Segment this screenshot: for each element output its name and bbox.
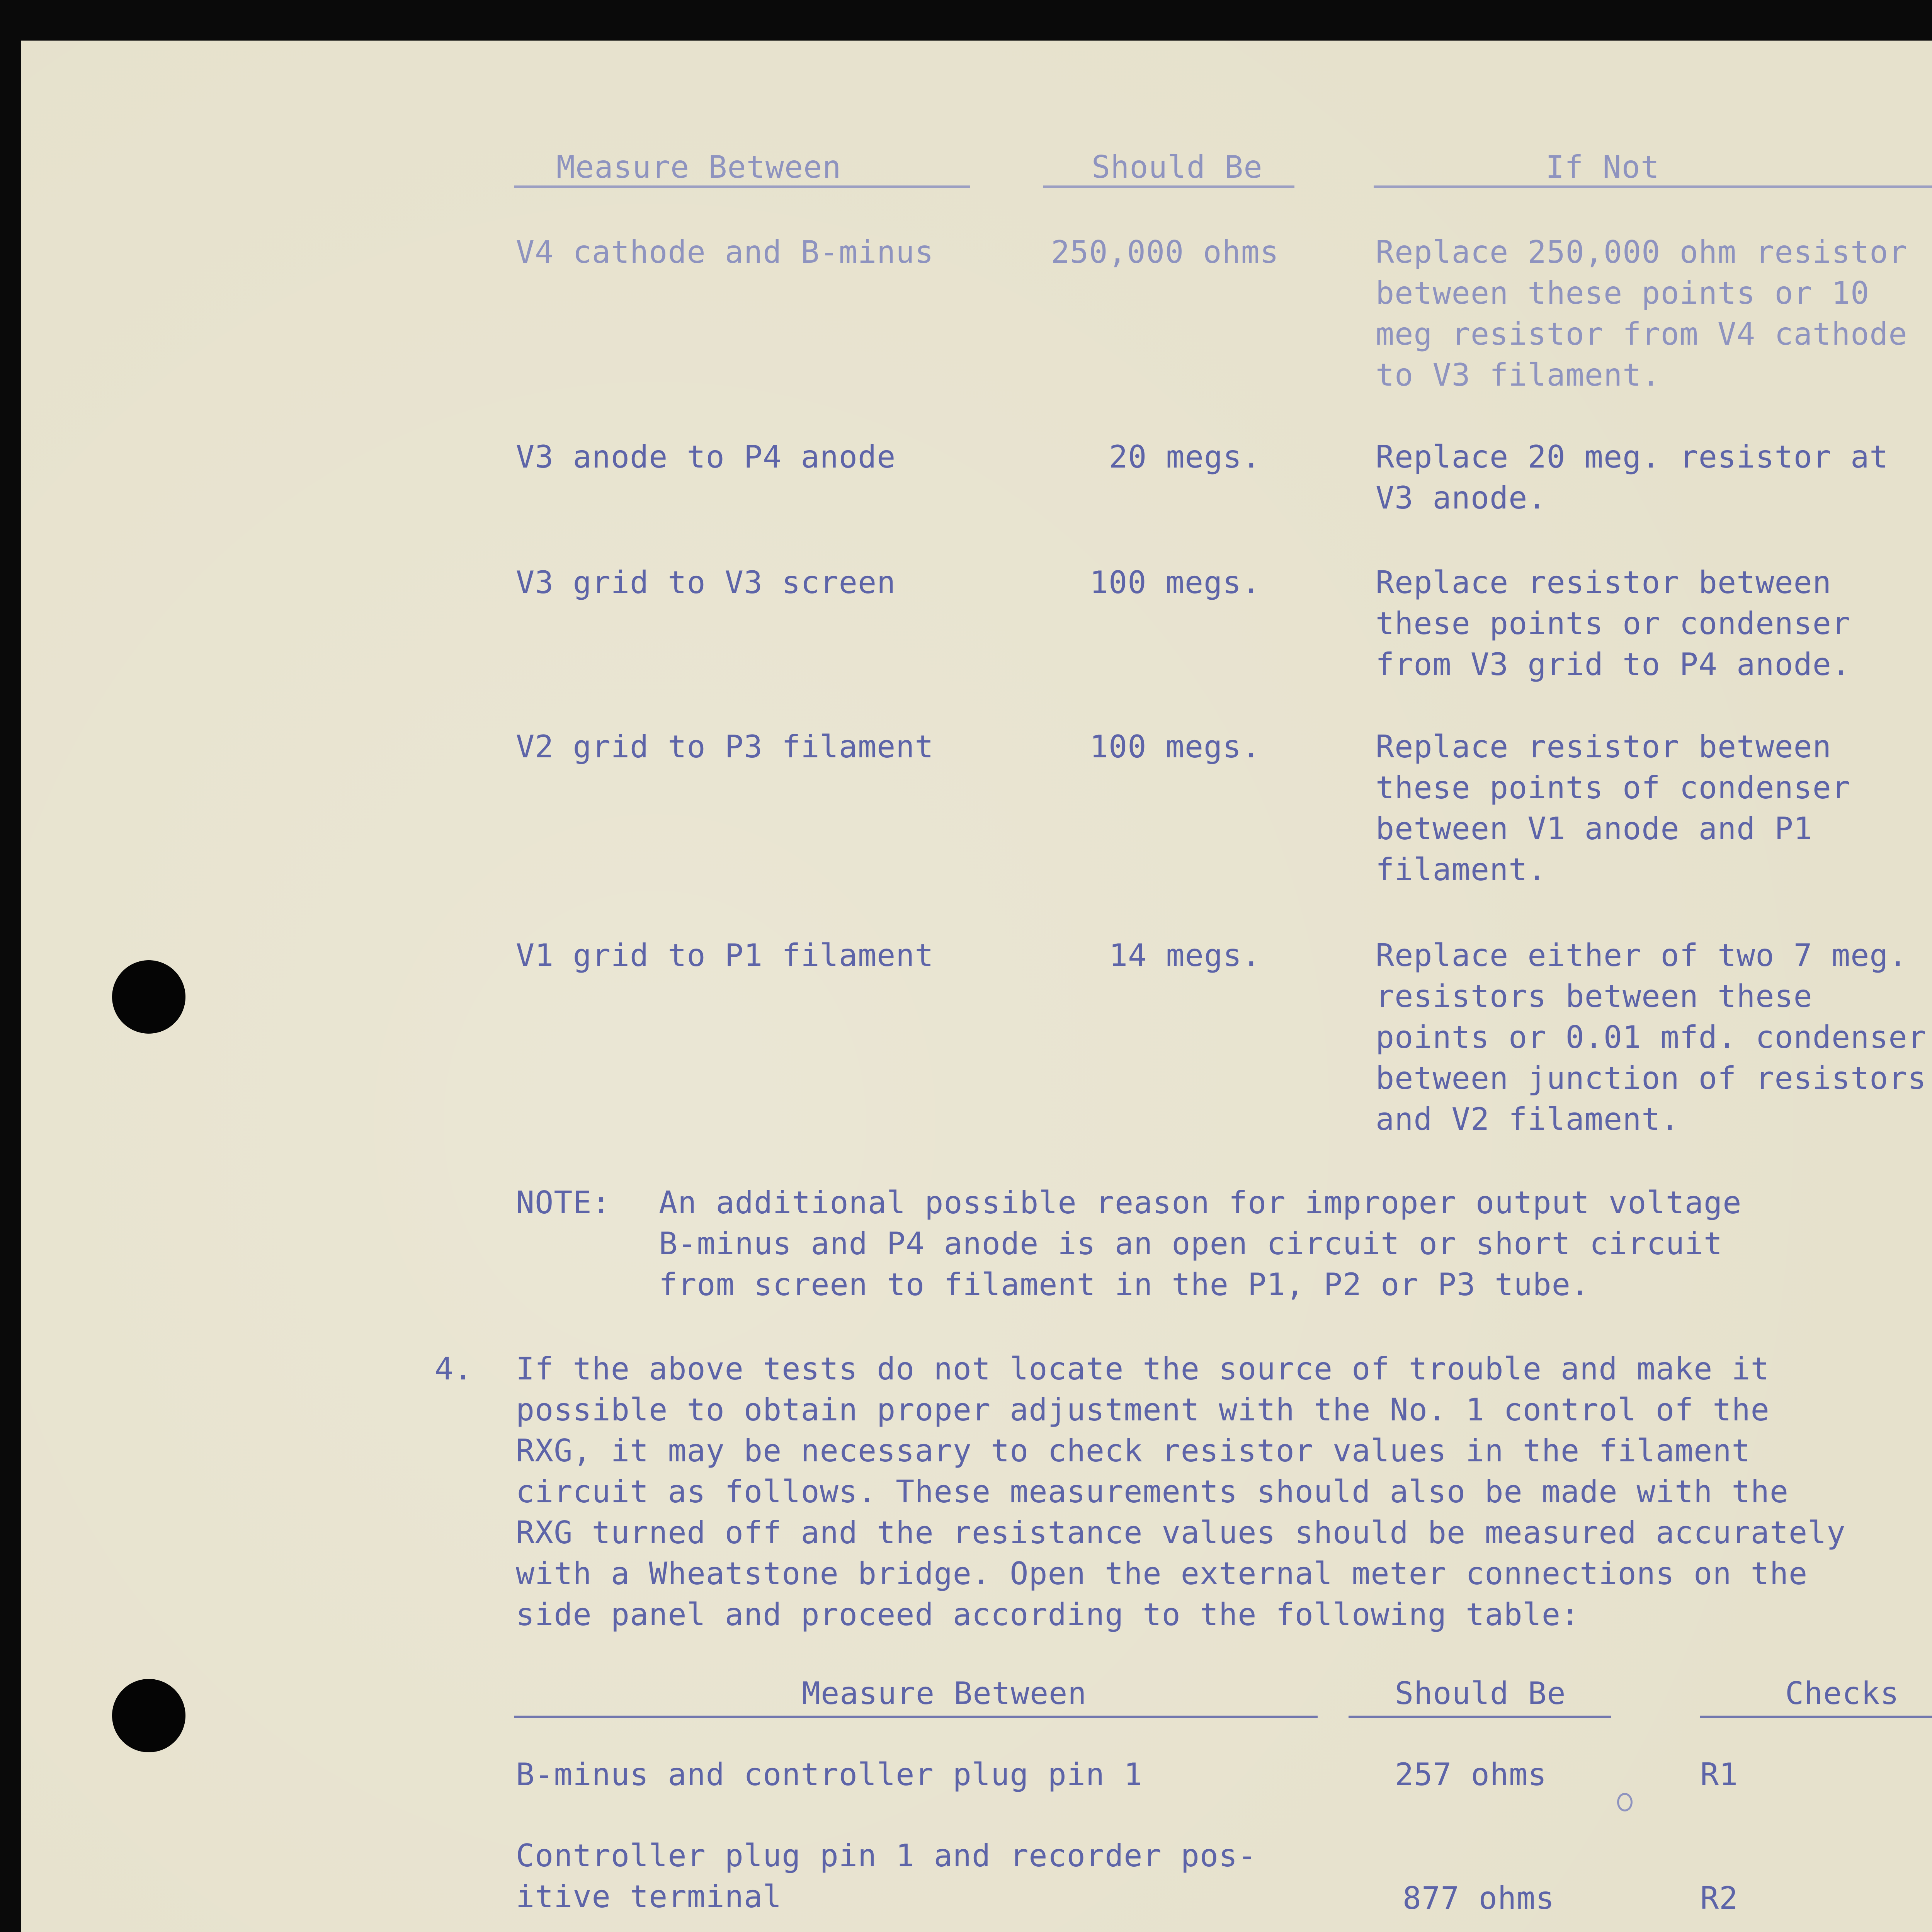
- table1-measure: V3 anode to P4 anode: [516, 439, 896, 475]
- table2-measure: Controller plug pin 1 and recorder pos-: [516, 1838, 1257, 1874]
- table1-ifnot: to V3 filament.: [1376, 357, 1661, 393]
- item-paragraph-line: possible to obtain proper adjustment with the No. 1 control of the: [516, 1392, 1770, 1428]
- table1-measure: V4 cathode and B-minus: [516, 234, 934, 270]
- note-line: An additional possible reason for improper output voltage: [659, 1185, 1742, 1221]
- item-paragraph-line: side panel and proceed according to the following table:: [516, 1597, 1580, 1633]
- table1-ifnot: and V2 filament.: [1376, 1101, 1680, 1137]
- item-paragraph-line: with a Wheatstone bridge. Open the external meter connections on the: [516, 1556, 1808, 1592]
- table2-should: 257 ohms: [1395, 1757, 1547, 1793]
- table2-checks: R2: [1700, 1880, 1738, 1916]
- table1-header-should: Should Be: [1092, 149, 1263, 185]
- table1-should: 20 megs.: [1109, 439, 1261, 475]
- table1-header-measure: Measure Between: [556, 149, 842, 185]
- table2-checks: R1: [1700, 1757, 1738, 1793]
- table2-measure: B-minus and controller plug pin 1: [516, 1757, 1143, 1793]
- table2-header-rule: [514, 1716, 1318, 1718]
- note-line: B-minus and P4 anode is an open circuit or short circuit: [659, 1226, 1723, 1262]
- table1-ifnot: Replace resistor between: [1376, 565, 1832, 600]
- table1-header-rule: [1374, 185, 1932, 188]
- item-paragraph-line: RXG turned off and the resistance values should be measured accurately: [516, 1515, 1846, 1551]
- table2-header-measure: Measure Between: [802, 1675, 1087, 1711]
- table1-ifnot: Replace resistor between: [1376, 729, 1832, 765]
- table1-ifnot: between junction of resistors: [1376, 1060, 1927, 1096]
- table2-measure: itive terminal: [516, 1879, 782, 1915]
- table2-header-rule: [1349, 1716, 1611, 1718]
- punch-hole-upper: [112, 960, 185, 1034]
- table1-should: 100 megs.: [1090, 729, 1261, 765]
- table1-measure: V2 grid to P3 filament: [516, 729, 934, 765]
- table1-ifnot: between V1 anode and P1: [1376, 811, 1813, 847]
- table1-ifnot: from V3 grid to P4 anode.: [1376, 646, 1851, 682]
- table1-should: 250,000 ohms: [1051, 234, 1279, 270]
- item-paragraph-line: RXG, it may be necessary to check resistor values in the filament: [516, 1433, 1751, 1469]
- table2-header-rule: [1700, 1716, 1932, 1718]
- table1-should: 14 megs.: [1109, 937, 1261, 973]
- table1-measure: V3 grid to V3 screen: [516, 565, 896, 600]
- table1-ifnot: these points of condenser: [1376, 770, 1851, 806]
- punch-hole-lower: [112, 1679, 185, 1752]
- table1-ifnot: between these points or 10: [1376, 275, 1870, 311]
- table1-measure: V1 grid to P1 filament: [516, 937, 934, 973]
- table1-ifnot: meg resistor from V4 cathode: [1376, 316, 1908, 352]
- table1-ifnot: resistors between these: [1376, 978, 1813, 1014]
- note-line: from screen to filament in the P1, P2 or P3 tube.: [659, 1267, 1590, 1303]
- table1-ifnot: points or 0.01 mfd. condenser: [1376, 1019, 1927, 1055]
- item-paragraph-line: circuit as follows. These measurements should also be made with the: [516, 1474, 1789, 1510]
- table1-ifnot: Replace 250,000 ohm resistor: [1376, 234, 1908, 270]
- pencil-mark: [1617, 1793, 1633, 1811]
- table2-header-checks: Checks: [1785, 1675, 1899, 1711]
- table1-header-rule: [514, 185, 970, 188]
- item-paragraph-line: If the above tests do not locate the source of trouble and make it: [516, 1351, 1770, 1387]
- table1-ifnot: V3 anode.: [1376, 480, 1547, 516]
- table1-should: 100 megs.: [1090, 565, 1261, 600]
- note-label: NOTE:: [516, 1185, 611, 1221]
- table2-header-should: Should Be: [1395, 1675, 1566, 1711]
- table1-ifnot: these points or condenser: [1376, 605, 1851, 641]
- table1-ifnot: Replace either of two 7 meg.: [1376, 937, 1908, 973]
- item-number: 4.: [435, 1351, 473, 1387]
- table1-header-rule: [1043, 185, 1294, 188]
- table1-ifnot: filament.: [1376, 852, 1547, 888]
- table1-header-ifnot: If Not: [1546, 149, 1660, 185]
- table1-ifnot: Replace 20 meg. resistor at: [1376, 439, 1889, 475]
- table2-should: 877 ohms: [1403, 1880, 1555, 1916]
